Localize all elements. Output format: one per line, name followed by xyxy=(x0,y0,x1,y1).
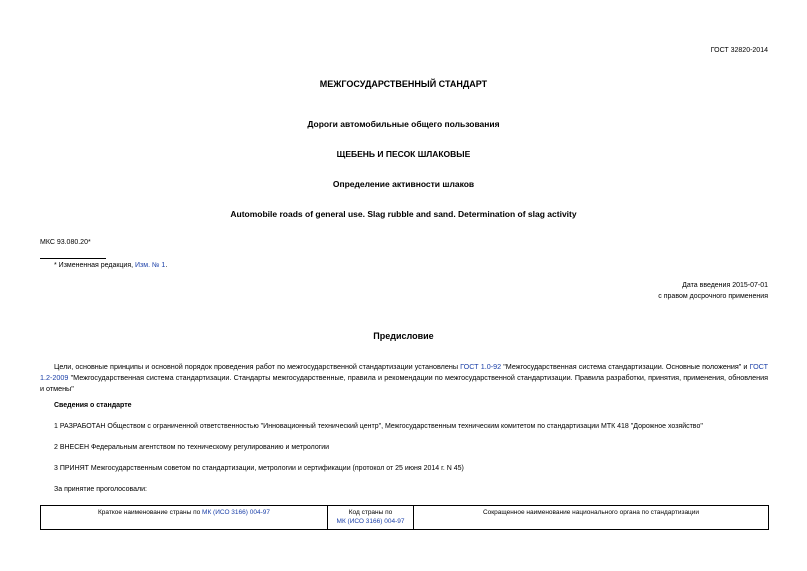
intro-date: Дата введения 2015-07-01 xyxy=(682,282,768,289)
preface-text-1: Цели, основные принципы и основной порядок проведения работ по межгосударственной стандартизации установлены xyxy=(54,362,459,371)
english-title: Automobile roads of general use. Slag rubble and sand. Determination of slag activity xyxy=(230,209,577,219)
main-title: ЩЕБЕНЬ И ПЕСОК ШЛАКОВЫЕ xyxy=(336,149,471,159)
header-country-code xyxy=(328,506,414,530)
standard-type-heading: МЕЖГОСУДАРСТВЕННЫЙ СТАНДАРТ xyxy=(319,79,488,89)
info-heading: Сведения о стандарте xyxy=(54,402,132,409)
footnote-divider xyxy=(40,258,106,259)
subject-area-heading: Дороги автомобильные общего пользования xyxy=(307,119,500,129)
preface-text-2: "Межгосударственная система стандартизации. Основные положения" и xyxy=(503,362,748,371)
adopted-by: 3 ПРИНЯТ Межгосударственным советом по стандартизации, метрологии и сертификации (протокол от 25 июня 2014 г. N 45) xyxy=(54,465,464,472)
header-country-name-link[interactable]: МК (ИСО 3166) 004-97 xyxy=(202,509,270,516)
developed-by: 1 РАЗРАБОТАН Обществом с ограниченной ответственностью "Инновационный технический центр", Межгосударственным техническим комитетом по стандартизации МТК 418 "Дорожное хозяйство" xyxy=(54,423,703,430)
preface-text-3: "Межгосударственная система стандартизации. Стандарты межгосударственные, правила и рекомендации по межгосударственной стандартизации. Правила разработки, принятия, применения, обновления и отмены" xyxy=(40,373,768,393)
mks-code: МКС 93.080.20* xyxy=(40,239,91,246)
preface-heading: Предисловие xyxy=(373,331,434,341)
header-country-name xyxy=(41,506,328,530)
document-code: ГОСТ 32820-2014 xyxy=(710,47,768,54)
amendment-link[interactable]: Изм. № 1 xyxy=(135,262,166,269)
table-header-row xyxy=(41,506,769,530)
header-country-name-text: Краткое наименование страны по xyxy=(98,509,201,516)
header-country-code-text: Код страны по xyxy=(348,509,393,516)
submitted-by: 2 ВНЕСЕН Федеральным агентством по техническому регулированию и метрологии xyxy=(54,444,330,451)
footnote-end: . xyxy=(165,262,168,269)
footnote xyxy=(54,262,167,269)
voted-for: За принятие проголосовали: xyxy=(54,486,147,493)
voting-countries-table xyxy=(40,505,769,530)
footnote-text: * Измененная редакция, xyxy=(54,262,134,269)
header-national-body: Сокращенное наименование национального органа по стандартизации xyxy=(414,506,769,530)
gost-1-2-link[interactable]: ГОСТ 1.2-2009 xyxy=(40,362,769,382)
gost-1-0-link[interactable]: ГОСТ 1.0-92 xyxy=(460,362,502,371)
header-country-code-link[interactable]: МК (ИСО 3166) 004-97 xyxy=(336,517,405,525)
subtitle: Определение активности шлаков xyxy=(332,179,475,189)
preface-paragraph xyxy=(40,361,768,394)
early-application-note: с правом досрочного применения xyxy=(658,293,768,300)
